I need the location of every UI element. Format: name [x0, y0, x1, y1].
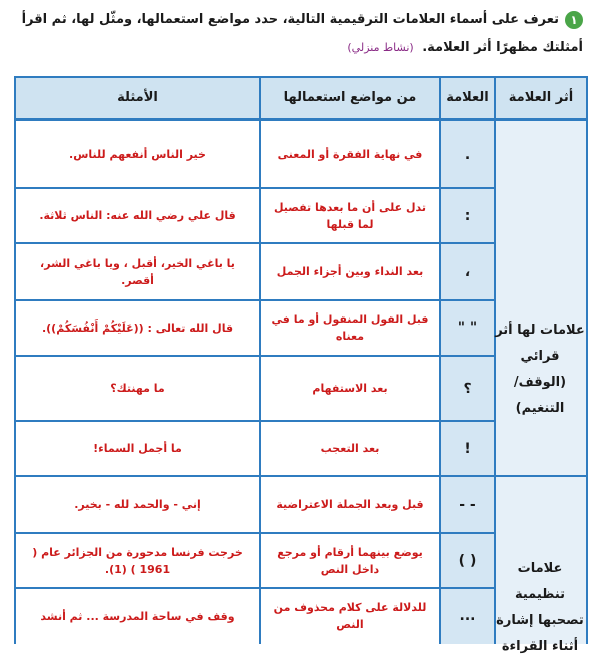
- usage-text: تدل على أن ما بعدها تفصيل لما قبلها: [273, 200, 427, 231]
- group-label-line: (الوقف/التنغيم): [513, 375, 567, 416]
- example-text: خرجت فرنسا مدحورة من الجزائر عام ( 1961 ) (1).: [32, 545, 243, 576]
- example-text: ما أجمل السماء!: [93, 442, 182, 455]
- usage-text: في نهاية الفقرة أو المعنى: [277, 148, 423, 161]
- usage-text: بعد النداء وبين أجزاء الجمل: [276, 265, 424, 278]
- header-mark: العلامة: [439, 78, 494, 118]
- example-text: يا باغي الخير، أقبل ، ويا باغي الشر، أقصر.: [40, 256, 235, 287]
- usage-text: يوضع بينهما أرقام أو مرجع داخل النص: [277, 545, 423, 576]
- header-effect: أثر العلامة: [494, 78, 586, 118]
- example-text: خير الناس أنفعهم للناس.: [69, 148, 206, 161]
- example-text: إني - والحمد لله - بخير.: [74, 498, 201, 511]
- instruction: [8, 6, 583, 62]
- instruction-text: تعرف على أسماء العلامات الترقيمية التالية، حدد مواضع استعمالها، ومثّل لها، ثم اقرأ أمثلتك مظهرًا أثر العلامة.: [21, 12, 583, 55]
- usage-text: بعد التعجب: [320, 442, 380, 455]
- example-text: وقف في ساحة المدرسة ... ثم أنشد: [40, 609, 235, 623]
- punctuation-mark: " ": [457, 320, 478, 336]
- punctuation-mark: !: [464, 440, 471, 457]
- header-usage: من مواضع استعمالها: [259, 78, 439, 118]
- punctuation-mark: ؟: [463, 380, 472, 397]
- activity-tag: (نشاط منزلي): [347, 41, 414, 54]
- group-label-line: علامات تنظيمية: [514, 561, 566, 602]
- header-examples: الأمثلة: [16, 78, 259, 118]
- punctuation-mark: :: [464, 207, 471, 224]
- usage-text: قبل وبعد الجملة الاعتراضية: [276, 498, 424, 511]
- punctuation-mark: - -: [459, 496, 476, 513]
- group-label-line: قرائي: [520, 349, 560, 364]
- example-text: قال علي رضي الله عنه: الناس ثلاثة.: [39, 209, 236, 222]
- group-label-line: أثناء القراءة: [501, 639, 579, 654]
- exercise-number-badge: ١: [565, 11, 583, 29]
- usage-text: قبل القول المنقول أو ما في معناه: [271, 313, 429, 343]
- example-text: ما مهنتك؟: [110, 382, 165, 395]
- punctuation-mark: ...: [459, 608, 476, 624]
- punctuation-mark: .: [464, 146, 471, 163]
- group-label-reading-effect: [494, 318, 586, 422]
- example-text: قال الله تعالى : ((عَلَيْكُمْ أَنْفُسَكُمْ)).: [41, 321, 234, 335]
- punctuation-table: [14, 76, 588, 654]
- group-label-organizational: [494, 556, 586, 660]
- group-label-line: علامات لها أثر: [495, 323, 585, 338]
- punctuation-mark: ( ): [458, 552, 477, 569]
- usage-text: للدلالة على كلام محذوف من النص: [273, 601, 427, 631]
- usage-text: بعد الاستفهام: [312, 382, 388, 395]
- group-label-line: تصحبها إشارة: [496, 613, 584, 628]
- punctuation-mark: ،: [464, 263, 471, 280]
